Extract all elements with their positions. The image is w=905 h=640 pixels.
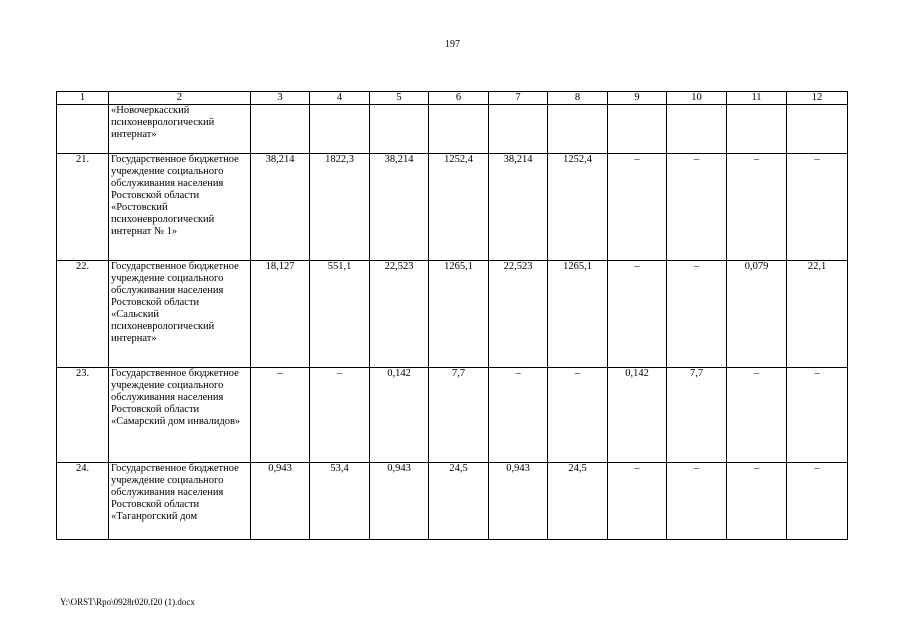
- value-cell: –: [489, 368, 548, 463]
- institution-name-cell: Государственное бюджетное учреждение социального обслуживания населения Ростовской области «Ростовский психоневрологический интернат № 1»: [109, 154, 251, 261]
- page-number: 197: [445, 39, 460, 50]
- value-cell: [310, 105, 370, 154]
- value-cell: –: [787, 368, 848, 463]
- column-header: 3: [251, 92, 310, 105]
- column-header: 12: [787, 92, 848, 105]
- row-number-cell: 21.: [57, 154, 109, 261]
- institution-name-cell: «Новочеркасский психоневрологический интернат»: [109, 105, 251, 154]
- value-cell: –: [608, 261, 667, 368]
- value-cell: 22,1: [787, 261, 848, 368]
- value-cell: 0,943: [370, 463, 429, 540]
- value-cell: [429, 105, 489, 154]
- column-header: 8: [548, 92, 608, 105]
- value-cell: –: [608, 154, 667, 261]
- table-row: [57, 368, 848, 463]
- table-row: [57, 261, 848, 368]
- institution-name-cell: Государственное бюджетное учреждение социального обслуживания населения Ростовской области «Таганрогский дом: [109, 463, 251, 540]
- column-header: 11: [727, 92, 787, 105]
- row-number-cell: [57, 105, 109, 154]
- value-cell: –: [727, 154, 787, 261]
- value-cell: –: [251, 368, 310, 463]
- value-cell: –: [667, 463, 727, 540]
- column-header: 2: [109, 92, 251, 105]
- value-cell: 1822,3: [310, 154, 370, 261]
- value-cell: 1252,4: [429, 154, 489, 261]
- value-cell: [548, 105, 608, 154]
- value-cell: [727, 105, 787, 154]
- value-cell: –: [310, 368, 370, 463]
- value-cell: –: [727, 463, 787, 540]
- value-cell: –: [548, 368, 608, 463]
- value-cell: [608, 105, 667, 154]
- value-cell: –: [727, 368, 787, 463]
- value-cell: 0,079: [727, 261, 787, 368]
- value-cell: 0,142: [370, 368, 429, 463]
- value-cell: 0,142: [608, 368, 667, 463]
- value-cell: 0,943: [251, 463, 310, 540]
- table-row: [57, 105, 848, 154]
- value-cell: [667, 105, 727, 154]
- value-cell: 53,4: [310, 463, 370, 540]
- table-row: [57, 463, 848, 540]
- value-cell: [370, 105, 429, 154]
- value-cell: –: [667, 261, 727, 368]
- column-header: 7: [489, 92, 548, 105]
- footer-file-path: Y:\ORST\Rpo\0928r020.f20 (1).docx: [60, 597, 195, 607]
- value-cell: 22,523: [370, 261, 429, 368]
- table-row: [57, 154, 848, 261]
- column-header: 6: [429, 92, 489, 105]
- value-cell: 22,523: [489, 261, 548, 368]
- value-cell: –: [608, 463, 667, 540]
- table-header-row: [57, 92, 848, 105]
- value-cell: –: [667, 154, 727, 261]
- value-cell: –: [787, 154, 848, 261]
- institution-name-cell: Государственное бюджетное учреждение социального обслуживания населения Ростовской области «Сальский психоневрологический интернат»: [109, 261, 251, 368]
- value-cell: 38,214: [489, 154, 548, 261]
- column-header: 10: [667, 92, 727, 105]
- row-number-cell: 22.: [57, 261, 109, 368]
- value-cell: [251, 105, 310, 154]
- column-header: 5: [370, 92, 429, 105]
- value-cell: 551,1: [310, 261, 370, 368]
- value-cell: 0,943: [489, 463, 548, 540]
- value-cell: 1252,4: [548, 154, 608, 261]
- institution-name-cell: Государственное бюджетное учреждение социального обслуживания населения Ростовской области «Самарский дом инвалидов»: [109, 368, 251, 463]
- value-cell: [489, 105, 548, 154]
- row-number-cell: 24.: [57, 463, 109, 540]
- column-header: 4: [310, 92, 370, 105]
- column-header: 1: [57, 92, 109, 105]
- value-cell: [787, 105, 848, 154]
- value-cell: 24,5: [548, 463, 608, 540]
- value-cell: 18,127: [251, 261, 310, 368]
- value-cell: 7,7: [667, 368, 727, 463]
- column-header: 9: [608, 92, 667, 105]
- value-cell: 38,214: [370, 154, 429, 261]
- value-cell: 38,214: [251, 154, 310, 261]
- value-cell: 1265,1: [429, 261, 489, 368]
- row-number-cell: 23.: [57, 368, 109, 463]
- value-cell: –: [787, 463, 848, 540]
- document-table: [56, 91, 848, 540]
- value-cell: 7,7: [429, 368, 489, 463]
- value-cell: 1265,1: [548, 261, 608, 368]
- value-cell: 24,5: [429, 463, 489, 540]
